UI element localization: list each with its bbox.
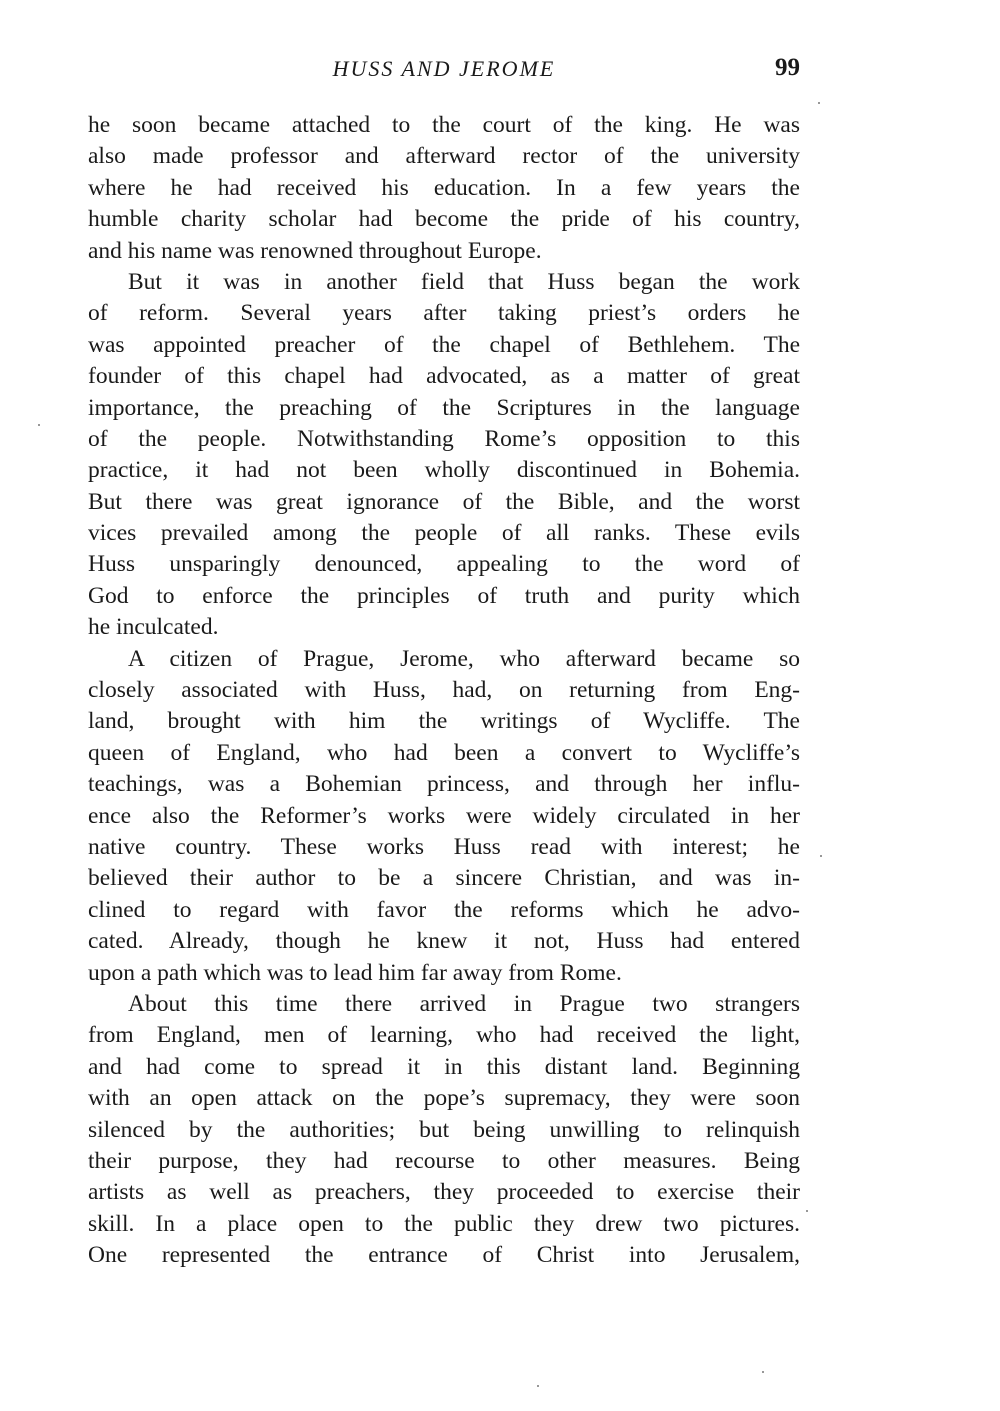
text-line: and his name was renowned throughout Europe. xyxy=(88,237,542,264)
running-title: HUSS AND JEROME xyxy=(332,56,556,81)
paragraph-start: A citizen of Prague, Jerome, who afterward became so xyxy=(128,645,800,672)
text-line: native country. These works Huss read with interest; he xyxy=(88,833,800,860)
text-line: But there was great ignorance of the Bible, and the worst xyxy=(88,488,800,515)
text-line: he soon became attached to the court of the king. He was xyxy=(88,112,800,138)
text-line: skill. In a place open to the public they drew two pictures. xyxy=(88,1210,800,1237)
text-line: founder of this chapel had advocated, as a matter of great xyxy=(88,363,800,390)
text-line: God to enforce the principles of truth and purity which xyxy=(88,582,800,609)
text-line: also made professor and afterward rector of the university xyxy=(88,143,800,170)
text-line: was appointed preacher of the chapel of Bethlehem. The xyxy=(88,331,800,358)
page-number: 99 xyxy=(775,54,800,81)
text-line: importance, the preaching of the Scriptures in the language xyxy=(88,394,800,421)
text-line: land, brought with him the writings of Wycliffe. The xyxy=(88,708,800,735)
paragraph-start: About this time there arrived in Prague two strangers xyxy=(128,990,800,1017)
scan-speck xyxy=(38,424,40,426)
text-line: closely associated with Huss, had, on returning from Eng- xyxy=(88,677,800,704)
body-text xyxy=(88,110,800,1271)
text-line: upon a path which was to lead him far away from Rome. xyxy=(88,959,622,986)
text-line: with an open attack on the pope’s supremacy, they were soon xyxy=(88,1085,800,1112)
text-line: Huss unsparingly denounced, appealing to the word of xyxy=(88,551,800,578)
text-line: silenced by the authorities; but being unwilling to relinquish xyxy=(88,1116,800,1143)
text-line: vices prevailed among the people of all ranks. These evils xyxy=(88,520,800,547)
text-line: humble charity scholar had become the pride of his country, xyxy=(88,206,800,233)
scan-speck xyxy=(806,1210,808,1212)
scan-speck xyxy=(762,1371,764,1373)
text-line: clined to regard with favor the reforms which he advo- xyxy=(88,896,800,923)
text-line: of the people. Notwithstanding Rome’s opposition to this xyxy=(88,425,800,452)
text-line: where he had received his education. In a few years the xyxy=(88,174,800,201)
running-head xyxy=(88,54,800,94)
text-line: teachings, was a Bohemian princess, and through her influ- xyxy=(88,771,800,798)
scan-speck xyxy=(820,855,822,857)
scan-speck xyxy=(818,102,820,104)
text-line: and had come to spread it in this distant land. Beginning xyxy=(88,1053,800,1080)
text-line: cated. Already, though he knew it not, Huss had entered xyxy=(88,928,800,955)
text-line: One represented the entrance of Christ into Jerusalem, xyxy=(88,1242,800,1269)
text-line: queen of England, who had been a convert to Wycliffe’s xyxy=(88,739,800,766)
text-line: he inculcated. xyxy=(88,614,219,641)
text-line: their purpose, they had recourse to other measures. Being xyxy=(88,1147,800,1174)
scan-speck xyxy=(537,1385,539,1387)
paragraph-start: But it was in another field that Huss began the work xyxy=(128,268,800,295)
text-line: believed their author to be a sincere Christian, and was in- xyxy=(88,865,800,892)
text-line: ence also the Reformer’s works were widely circulated in her xyxy=(88,802,800,829)
text-line: practice, it had not been wholly discontinued in Bohemia. xyxy=(88,457,800,484)
text-line: artists as well as preachers, they proceeded to exercise their xyxy=(88,1179,800,1206)
text-line: from England, men of learning, who had received the light, xyxy=(88,1022,800,1049)
text-line: of reform. Several years after taking priest’s orders he xyxy=(88,300,800,327)
